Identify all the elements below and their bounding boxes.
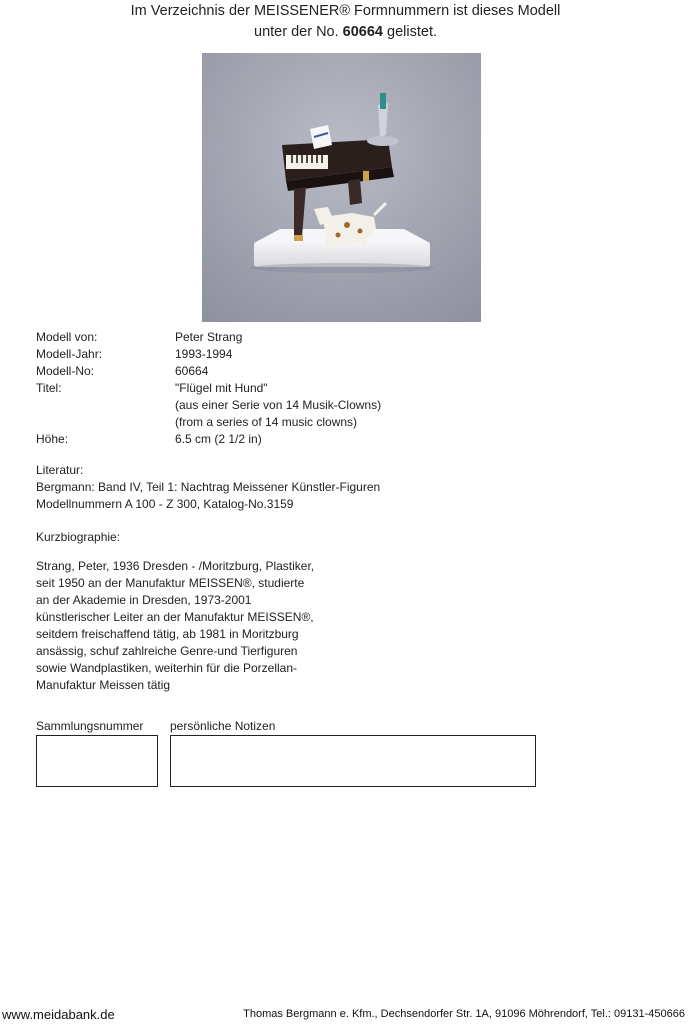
biography-heading-block (36, 529, 120, 546)
footer-address: Thomas Bergmann e. Kfm., Dechsendorfer Str. 1A, 91096 Möhrendorf, Tel.: 09131-450666 (243, 1008, 685, 1020)
model-details (36, 329, 381, 448)
product-photo (202, 53, 481, 322)
page-header (0, 0, 691, 43)
biography-line: seit 1950 an der Manufaktur MEISSEN®, studierte (36, 576, 305, 590)
literature-section (36, 462, 380, 513)
biography-heading: Kurzbiographie: (36, 530, 121, 544)
detail-value: 6.5 cm (2 1/2 in) (175, 432, 262, 446)
biography-line: sowie Wandplastiken, weiterhin für die Porzellan- (36, 661, 298, 675)
collection-number-label: Sammlungsnummer (36, 719, 144, 733)
biography-text (36, 558, 314, 694)
collection-number-field[interactable] (36, 735, 158, 787)
literature-heading: Literatur: (36, 463, 84, 477)
porcelain-figure-image (202, 53, 481, 322)
personal-notes-label: persönliche Notizen (170, 719, 276, 733)
model-number: 60664 (342, 24, 383, 40)
detail-row-year (36, 346, 381, 363)
biography-line: Strang, Peter, 1936 Dresden - /Moritzburg, Plastiker, (36, 559, 315, 573)
header-line-2-suffix: gelistet. (383, 24, 437, 40)
detail-label: Modell-Jahr: (36, 347, 103, 361)
header-line-2 (0, 22, 691, 43)
website-link[interactable]: www.meidabank.de (2, 1007, 115, 1022)
biography-line: künstlerischer Leiter an der Manufaktur MEISSEN®, (36, 610, 314, 624)
biography-line: ansässig, schuf zahlreiche Genre-und Tierfiguren (36, 644, 298, 658)
detail-label: Titel: (36, 381, 62, 395)
detail-value: 1993-1994 (175, 347, 233, 361)
detail-value: Peter Strang (175, 330, 243, 344)
personal-notes-field[interactable] (170, 735, 536, 787)
biography-line: an der Akademie in Dresden, 1973-2001 (36, 593, 252, 607)
detail-label: Modell-No: (36, 364, 95, 378)
literature-line: Modellnummern A 100 - Z 300, Katalog-No.3159 (36, 497, 294, 511)
detail-label: Höhe: (36, 432, 69, 446)
detail-row-designer (36, 329, 381, 346)
detail-row-title (36, 380, 381, 431)
detail-value: 60664 (175, 364, 209, 378)
literature-line: Bergmann: Band IV, Teil 1: Nachtrag Meissener Künstler-Figuren (36, 480, 381, 494)
detail-value: "Flügel mit Hund" (aus einer Serie von 14 Musik-Clowns) (from a series of 14 music clowns) (175, 381, 382, 429)
header-line-2-prefix: unter der No. (254, 24, 343, 40)
header-line-1: Im Verzeichnis der MEISSENER® Formnummern ist dieses Modell (130, 3, 561, 19)
biography-line: Manufaktur Meissen tätig (36, 678, 171, 692)
detail-row-model-no (36, 363, 381, 380)
detail-label: Modell von: (36, 330, 98, 344)
detail-row-height (36, 431, 381, 448)
biography-line: seitdem freischaffend tätig, ab 1981 in Moritzburg (36, 627, 299, 641)
